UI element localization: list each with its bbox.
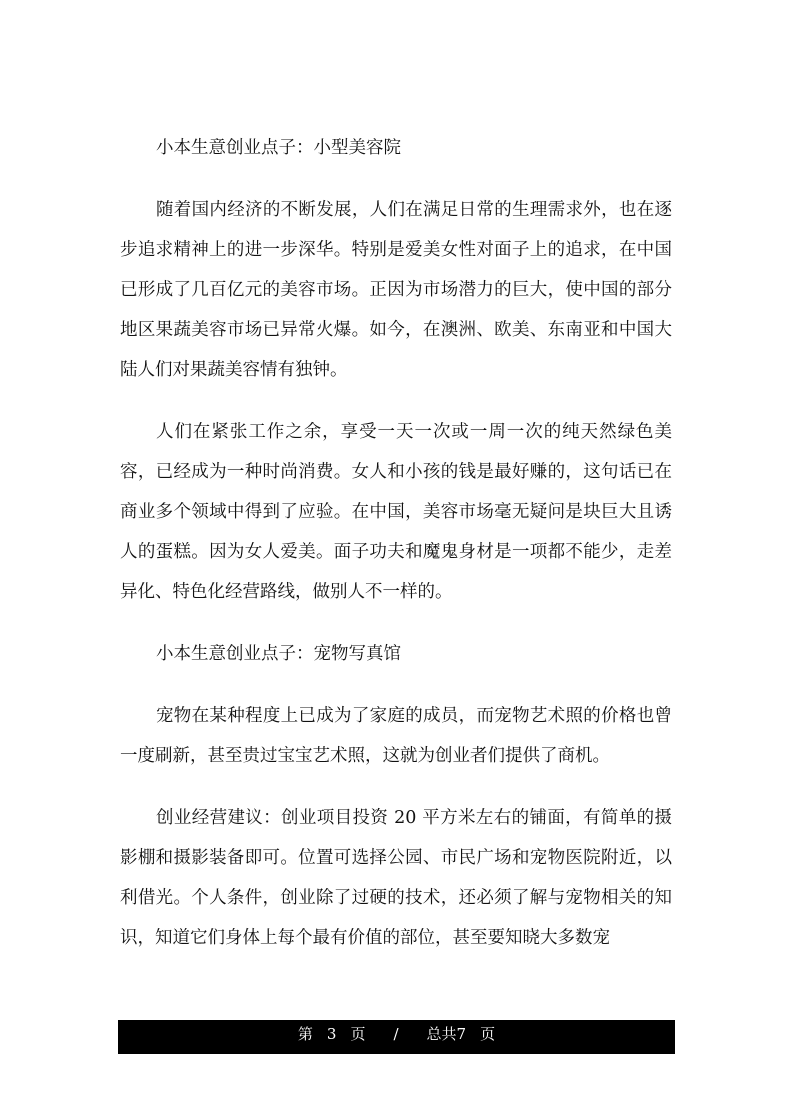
footer-separator: / <box>393 1025 399 1043</box>
section-heading-beauty-salon: 小本生意创业点子：小型美容院 <box>156 138 401 158</box>
footer-total-label: 总共7 <box>426 1025 467 1043</box>
document-content <box>120 128 672 958</box>
paragraph-2: 人们在紧张工作之余，享受一天一次或一周一次的纯天然绿色美容，已经成为一种时尚消费。女人和小孩的钱是最好赚的，这句话已在商业多个领域中得到了应验。在中国，美容市场毫无疑问是块巨大且诱人的蛋糕。因为女人爱美。面子功夫和魔鬼身材是一项都不能少，走差异化、特色化经营路线，做别人不一样的。 <box>120 422 672 602</box>
page-footer <box>118 1020 675 1054</box>
paragraph-3: 宠物在某种程度上已成为了家庭的成员，而宠物艺术照的价格也曾一度刷新，甚至贵过宝宝艺术照，这就为创业者们提供了商机。 <box>120 706 672 766</box>
paragraph-1: 随着国内经济的不断发展，人们在满足日常的生理需求外，也在逐步追求精神上的进一步深华。特别是爱美女性对面子上的追求，在中国已形成了几百亿元的美容市场。正因为市场潜力的巨大，使中国的部分地区果蔬美容市场已异常火爆。如今，在澳洲、欧美、东南亚和中国大陆人们对果蔬美容情有独钟。 <box>120 200 672 380</box>
footer-page-suffix: 页 <box>350 1025 366 1043</box>
footer-page-label: 第 <box>297 1025 313 1043</box>
footer-total-suffix: 页 <box>480 1025 496 1043</box>
paragraph-4: 创业经营建议：创业项目投资 20 平方米左右的铺面，有简单的摄影棚和摄影装备即可。位置可选择公园、市民广场和宠物医院附近，以利借光。个人条件，创业除了过硬的技术，还必须了解与宠物相关的知识，知道它们身体上每个最有价值的部位，甚至要知晓大多数宠 <box>120 808 672 948</box>
footer-page-number: 3 <box>326 1025 337 1043</box>
section-heading-pet-studio: 小本生意创业点子：宠物写真馆 <box>156 644 401 664</box>
